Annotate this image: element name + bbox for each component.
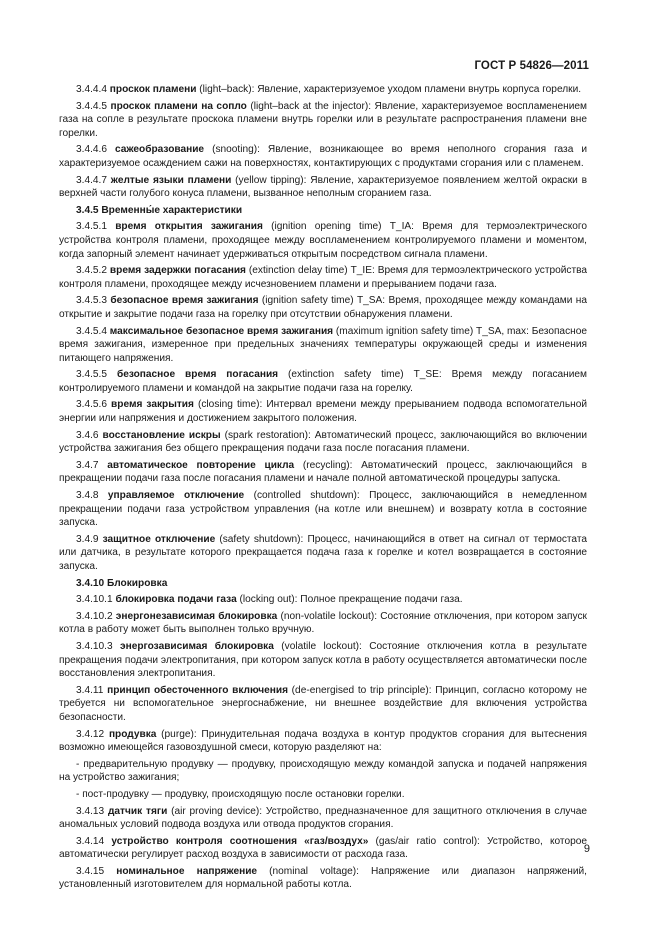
- definition-text: (volatile lockout): Состояние отключения котла в результате прекращения подачи электропитания, при котором запуск котла в работу осуществляется автоматически после восстановления электропитания.: [59, 640, 587, 680]
- definition-paragraph: [59, 805, 587, 832]
- term: время открытия зажигания: [115, 221, 263, 233]
- list-item: [59, 758, 587, 785]
- section-heading: [59, 204, 587, 218]
- definition-paragraph: [59, 264, 587, 291]
- term: Блокировка: [106, 577, 168, 589]
- clause-number: 3.4.4.7: [76, 174, 107, 186]
- definition-text: пост-продувку — продувку, происходящую после остановки горелки.: [79, 788, 405, 800]
- term: устройство контроля соотношения «газ/воздух»: [111, 835, 369, 847]
- term: датчик тяги: [107, 805, 168, 817]
- definition-text: (closing time): Интервал времени между прерыванием подвода вспомогательной энергии или напряжения и достижением закрытого положения.: [59, 399, 587, 425]
- clause-number: 3.4.10: [76, 577, 105, 589]
- term: время закрытия: [111, 399, 194, 411]
- definition-text: (recycling): Автоматический процесс, заключающийся в прекращении подачи газа после погасания пламени и начале полной автоматической процедуры запуска.: [59, 459, 587, 485]
- definition-text: (ignition opening time) T_IA: Время для термоэлектрического устройства контроля пламени, проходящее между воспламенением контролируемого пламени и моментом, когда запорный элемент начинает удерживаться открытым посредством сигнала пламени.: [59, 221, 587, 260]
- definition-paragraph: [59, 83, 587, 97]
- definition-text: (gas/air ratio control): Устройство, которое автоматически регулирует расход воздуха в зависимости от расхода газа.: [59, 835, 587, 861]
- definition-paragraph: [59, 294, 587, 321]
- definition-text: (light–back at the injector): Явление, характеризуемое воспламенением газа на сопле в результате проскока пламени внутрь горелки или в результате распространения пламени вне горелки.: [59, 100, 587, 139]
- clause-number: 3.4.4.4: [76, 84, 107, 95]
- definition-text: (non-volatile lockout): Состояние отключения, при котором запуск котла в работу может быть выполнен только вручную.: [59, 610, 587, 636]
- clause-number: 3.4.5.4: [76, 325, 107, 337]
- definition-paragraph: [59, 489, 587, 530]
- definition-paragraph: [59, 429, 587, 456]
- clause-number: 3.4.5.5: [76, 369, 107, 381]
- definition-text: (purge): Принудительная подача воздуха в контур продуктов сгорания для вытеснения возможно имеющейся газовоздушной смеси, которую разделяют на:: [59, 728, 587, 754]
- clause-number: 3.4.14: [76, 835, 105, 847]
- page-number: 9: [583, 843, 590, 855]
- definition-paragraph: [59, 865, 587, 892]
- definition-paragraph: [59, 533, 587, 574]
- clause-number: 3.4.6: [76, 429, 99, 441]
- clause-number: -: [76, 758, 80, 770]
- clause-number: 3.4.10.1: [76, 594, 113, 606]
- definition-paragraph: [59, 220, 587, 261]
- definition-paragraph: [59, 835, 587, 862]
- term: энергозависимая блокировка: [120, 640, 274, 652]
- definition-paragraph: [59, 398, 587, 425]
- definition-text: (light–back): Явление, характеризуемое уходом пламени внутрь корпуса горелки.: [196, 84, 582, 95]
- definition-paragraph: [59, 325, 587, 366]
- term: принцип обесточенного включения: [107, 684, 289, 696]
- term: сажеобразование: [114, 144, 205, 156]
- term: автоматическое повторение цикла: [107, 459, 295, 471]
- clause-number: 3.4.10.2: [76, 610, 113, 622]
- document-body: [59, 83, 587, 895]
- clause-number: 3.4.5.3: [76, 295, 107, 307]
- term: безопасное время погасания: [116, 369, 279, 381]
- definition-text: (controlled shutdown): Процесс, заключающийся в немедленном прекращении подачи газа устройством управления (на котле или внешнем) и возврату котла в состояние запуска.: [59, 490, 587, 529]
- term: время задержки погасания: [109, 265, 246, 277]
- clause-number: 3.4.8: [76, 490, 99, 502]
- definition-text: (extinction safety time) T_SE: Время между погасанием контролируемого пламени и командой на закрытие подачи газа на горелку.: [59, 369, 587, 394]
- clause-number: 3.4.7: [76, 459, 99, 471]
- definition-text: (snooting): Явление, возникающее во время неполного сгорания газа и характеризуемое осаждением сажи на поверхностях, контактирующих с продуктами сгорания или с пламенем.: [59, 144, 587, 169]
- definition-text: (spark restoration): Автоматический процесс, заключающийся во включении устройства зажигания без общего прекращения подачи газа после погасания пламени.: [59, 429, 587, 455]
- definition-paragraph: [59, 684, 587, 725]
- definition-text: (yellow tipping): Явление, характеризуемое появлением желтой окраски в верхней части голубого конуса пламени, вызванное неполным сгоранием газа.: [59, 174, 587, 200]
- clause-number: 3.4.4.5: [76, 100, 107, 112]
- clause-number: 3.4.5.2: [76, 265, 107, 277]
- clause-number: 3.4.4.6: [76, 144, 107, 156]
- term: энергонезависимая блокировка: [115, 610, 278, 622]
- term: блокировка подачи газа: [115, 594, 237, 606]
- clause-number: 3.4.15: [76, 865, 105, 877]
- term: безопасное время зажигания: [110, 295, 259, 307]
- definition-paragraph: [59, 143, 587, 170]
- definition-paragraph: [59, 174, 587, 201]
- clause-number: 3.4.13: [76, 805, 105, 817]
- clause-number: 3.4.11: [76, 684, 104, 696]
- term: желтые языки пламени: [110, 174, 232, 186]
- definition-text: (air proving device): Устройство, предназначенное для защитного отключения в случае аномальных условий подвода воздуха или отвода продуктов сгорания.: [59, 805, 587, 831]
- definition-text: (de-energised to trip principle): Принцип, согласно которому не требуется ни вспомогательное энергоснабжение, ни внешнее воздействие для включения устройства безопасности.: [59, 684, 587, 723]
- definition-text: (maximum ignition safety time) T_SA, max: Безопасное время зажигания, измеренное при предельных значениях температуры окружающей среды и изменения питающего напряжения.: [59, 325, 587, 364]
- term: максимальное безопасное время зажигания: [109, 325, 334, 337]
- definition-paragraph: [59, 100, 587, 141]
- definition-paragraph: [59, 640, 587, 681]
- term: восстановление искры: [102, 429, 221, 441]
- definition-text: (nominal voltage): Напряжение или диапазон напряжений, установленный изготовителем для нормальной работы котла.: [59, 865, 587, 891]
- definition-text: (locking out): Полное прекращение подачи газа.: [236, 594, 463, 606]
- document-standard-header: ГОСТ Р 54826—2011: [474, 60, 589, 72]
- definition-paragraph: [59, 728, 587, 755]
- term: проскок пламени на сопло: [110, 100, 247, 112]
- term: защитное отключение: [102, 533, 216, 545]
- definition-text: предварительную продувку — продувку, происходящую между командой запуска и подачей напряжения на устройство зажигания;: [59, 758, 587, 784]
- clause-number: 3.4.5.1: [76, 221, 107, 233]
- term: продувка: [108, 728, 157, 740]
- clause-number: 3.4.5: [76, 204, 99, 216]
- term: номинальное напряжение: [116, 865, 258, 877]
- clause-number: 3.4.10.3: [76, 640, 113, 652]
- definition-text: (ignition safety time) T_SA: Время, проходящее между командами на открытие и закрытие подачи газа на горелку при отсутствии обнаружения пламени.: [59, 295, 587, 320]
- definition-paragraph: [59, 459, 587, 486]
- clause-number: 3.4.12: [76, 728, 105, 740]
- definition-paragraph: [59, 610, 587, 637]
- definition-text: (extinction delay time) T_IE: Время для термоэлектрического устройства контроля пламени, проходящее между исчезновением пламени и прерыванием подачи газа.: [59, 265, 587, 290]
- definition-text: (safety shutdown): Процесс, начинающийся в ответ на сигнал от термостата или датчика, в результате которого прекращается подача газа к горелке и котел возвращается в состояние запуска.: [59, 533, 587, 572]
- clause-number: 3.4.5.6: [76, 399, 107, 411]
- definition-paragraph: [59, 593, 587, 607]
- clause-number: -: [76, 788, 80, 800]
- list-item: [59, 788, 587, 802]
- clause-number: 3.4.9: [76, 533, 99, 545]
- term: управляемое отключение: [107, 490, 245, 502]
- definition-paragraph: [59, 368, 587, 395]
- term: Временны́е характеристики: [101, 204, 243, 216]
- section-heading: [59, 577, 587, 591]
- term: проскок пламени: [109, 84, 197, 95]
